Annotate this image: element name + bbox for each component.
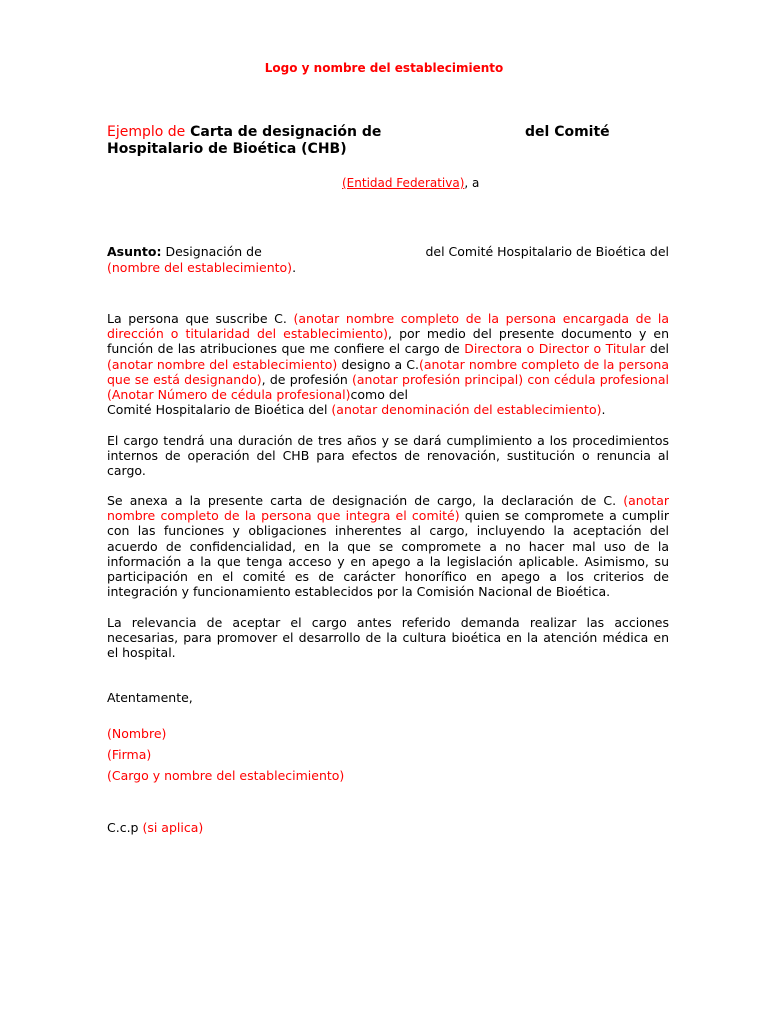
title-text-a: Carta de designación de bbox=[190, 124, 382, 140]
p1-text: . bbox=[601, 402, 606, 418]
place-suffix: , a bbox=[464, 176, 480, 190]
p1-text: , por medio del presente documento y en función de las atribuciones que me confiere el cargo de bbox=[107, 326, 669, 357]
p1-cargo: Directora o Director o Titular bbox=[464, 341, 646, 357]
p3-text: quien se compromete a cumplir con las funciones y obligaciones inherentes al cargo, incluyendo la aceptación del acuerdo de confidencialidad, en la que se compromete a no hacer mal uso de la información a la que tenga acceso y en apego a la legislación aplicable. Asimismo, su participación en el comité es de carácter honorífico en apego a los criterios de integración y funcionamiento establecidos por la Comisión Nacional de Bioética. bbox=[107, 508, 670, 600]
signature-firma: (Firma) bbox=[107, 747, 152, 762]
p1-profession: (anotar profesión principal) con cédula profesional (Anotar Número de cédula profesional) bbox=[107, 371, 669, 403]
paragraph-1 bbox=[107, 311, 669, 417]
title-text-b: del Comité bbox=[525, 124, 610, 140]
entidad-federativa: (Entidad Federativa) bbox=[342, 176, 465, 190]
paragraph-4: La relevancia de aceptar el cargo antes referido demanda realizar las acciones necesarias, para promover el desarrollo de la cultura bioética en la atención médica en el hospital. bbox=[107, 615, 669, 661]
ccp-line bbox=[107, 820, 203, 835]
subject-text-1: Designación de bbox=[165, 244, 262, 259]
ccp-si-aplica: (si aplica) bbox=[142, 820, 204, 835]
p1-establishment: (anotar nombre del establecimiento) bbox=[107, 356, 338, 372]
p1-designee-name: (anotar nombre completo de la persona que se está designando) bbox=[107, 356, 669, 387]
p1-director-name: (anotar nombre completo de la persona encargada de la dirección o titularidad del establecimiento) bbox=[107, 311, 670, 342]
title-text-line2: Hospitalario de Bioética (CHB) bbox=[107, 141, 347, 157]
signature-cargo: (Cargo y nombre del establecimiento) bbox=[107, 768, 345, 783]
logo-placeholder: Logo y nombre del establecimiento bbox=[264, 61, 504, 75]
subject-label: Asunto: bbox=[107, 244, 162, 259]
subject-establishment: (nombre del establecimiento) bbox=[107, 260, 293, 275]
p1-text: del bbox=[645, 341, 669, 357]
p1-text: La persona que suscribe C. bbox=[107, 311, 294, 326]
paragraph-3 bbox=[107, 493, 669, 599]
p1-text: designo a C. bbox=[337, 356, 419, 372]
letter-title-line1 bbox=[107, 124, 381, 140]
p3-text: Se anexa a la presente carta de designación de cargo, la declaración de C. bbox=[107, 493, 624, 508]
place-date-line bbox=[342, 176, 479, 190]
subject-end: . bbox=[292, 260, 297, 275]
paragraph-2: El cargo tendrá una duración de tres años y se dará cumplimiento a los procedimientos internos de operación del CHB para efectos de renovación, sustitución o renuncia al cargo. bbox=[107, 433, 669, 479]
subject-text-2: del Comité Hospitalario de Bioética del bbox=[425, 244, 669, 259]
ccp-label: C.c.p bbox=[107, 820, 139, 835]
signature-name: (Nombre) bbox=[107, 726, 167, 741]
subject-block bbox=[107, 244, 669, 276]
title-prefix: Ejemplo de bbox=[107, 124, 186, 140]
closing-atentamente: Atentamente, bbox=[107, 690, 193, 705]
p1-text: como del bbox=[350, 387, 408, 403]
p1-text: , de profesión bbox=[261, 371, 353, 387]
p3-member-name: (anotar nombre completo de la persona que integra el comité) bbox=[107, 493, 669, 524]
p1-text: Comité Hospitalario de Bioética del bbox=[107, 402, 332, 418]
p1-denomination: (anotar denominación del establecimiento) bbox=[331, 402, 602, 418]
